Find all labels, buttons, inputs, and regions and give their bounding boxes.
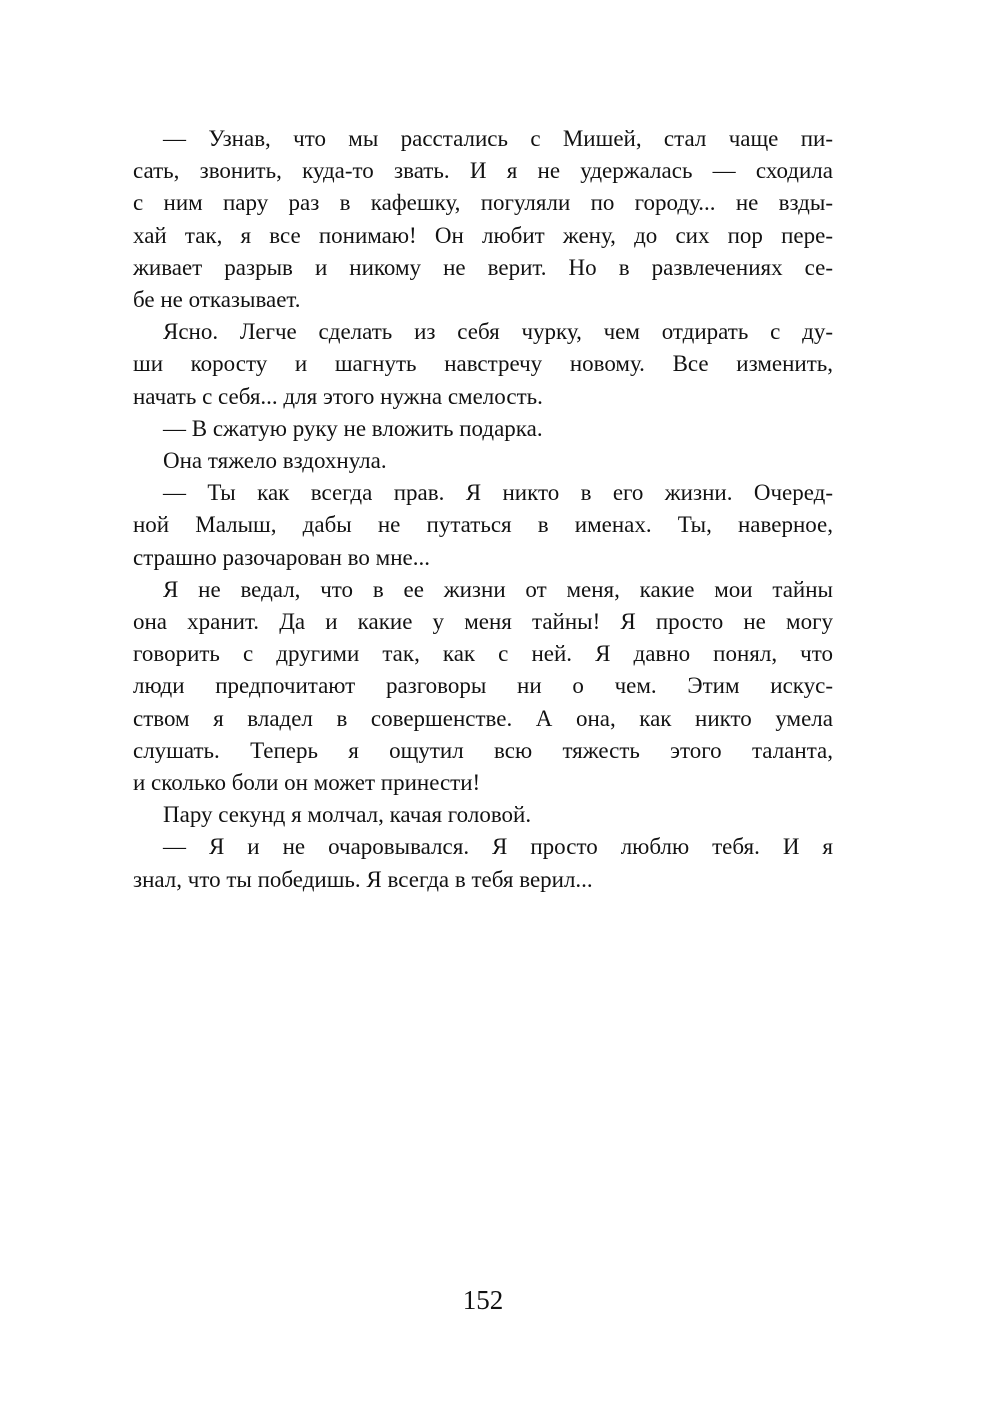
paragraph: [133, 799, 833, 831]
text-line: — Я и не очаровывался. Я просто люблю тебя. И я: [163, 834, 833, 860]
page-number: 152: [462, 1285, 504, 1315]
paragraph: [133, 831, 833, 895]
text-line: ши коросту и шагнуть навстречу новому. Все изменить,: [133, 351, 833, 377]
text-line: хай так, я все понимаю! Он любит жену, до сих пор пере-: [133, 222, 833, 248]
text-line: живает разрыв и никому не верит. Но в развлечениях се-: [133, 254, 833, 280]
text-line: — В сжатую руку не вложить подарка.: [163, 415, 543, 441]
text-line: слушать. Теперь я ощутил всю тяжесть этого таланта,: [133, 737, 833, 763]
paragraph: [133, 316, 833, 413]
text-line: Пару секунд я молчал, качая головой.: [163, 802, 532, 828]
text-line: знал, что ты победишь. Я всегда в тебя верил...: [133, 866, 593, 892]
text-line: Я не ведал, что в ее жизни от меня, какие мои тайны: [163, 576, 833, 602]
text-line: Ясно. Легче сделать из себя чурку, чем отдирать с ду-: [163, 319, 833, 345]
text-line: ной Малыш, дабы не путаться в именах. Ты, наверное,: [133, 512, 833, 538]
paragraph: [133, 413, 833, 445]
text-line: ством я владел в совершенстве. А она, как никто умела: [133, 705, 833, 731]
text-line: сать, звонить, куда-то звать. И я не удержалась — сходила: [133, 158, 833, 184]
paragraph: [133, 445, 833, 477]
text-line: с ним пару раз в кафешку, погуляли по городу... не взды-: [133, 190, 833, 216]
paragraph: [133, 123, 833, 316]
paragraph: [133, 477, 833, 574]
text-line: и сколько боли он может принести!: [133, 770, 481, 796]
text-line: люди предпочитают разговоры ни о чем. Этим искус-: [133, 673, 833, 699]
text-line: — Узнав, что мы расстались с Мишей, стал чаще пи-: [163, 126, 833, 151]
text-line: — Ты как всегда прав. Я никто в его жизни. Очеред-: [163, 480, 833, 506]
text-line: Она тяжело вздохнула.: [163, 448, 387, 474]
text-line: страшно разочарован во мне...: [133, 544, 430, 570]
text-line: она хранит. Да и какие у меня тайны! Я просто не могу: [133, 609, 833, 635]
paragraph: [133, 574, 833, 799]
text-line: начать с себя... для этого нужна смелость.: [133, 383, 543, 409]
text-line: бе не отказывает.: [133, 287, 301, 313]
page-text: [133, 123, 833, 896]
text-line: говорить с другими так, как с ней. Я давно понял, что: [133, 641, 833, 667]
